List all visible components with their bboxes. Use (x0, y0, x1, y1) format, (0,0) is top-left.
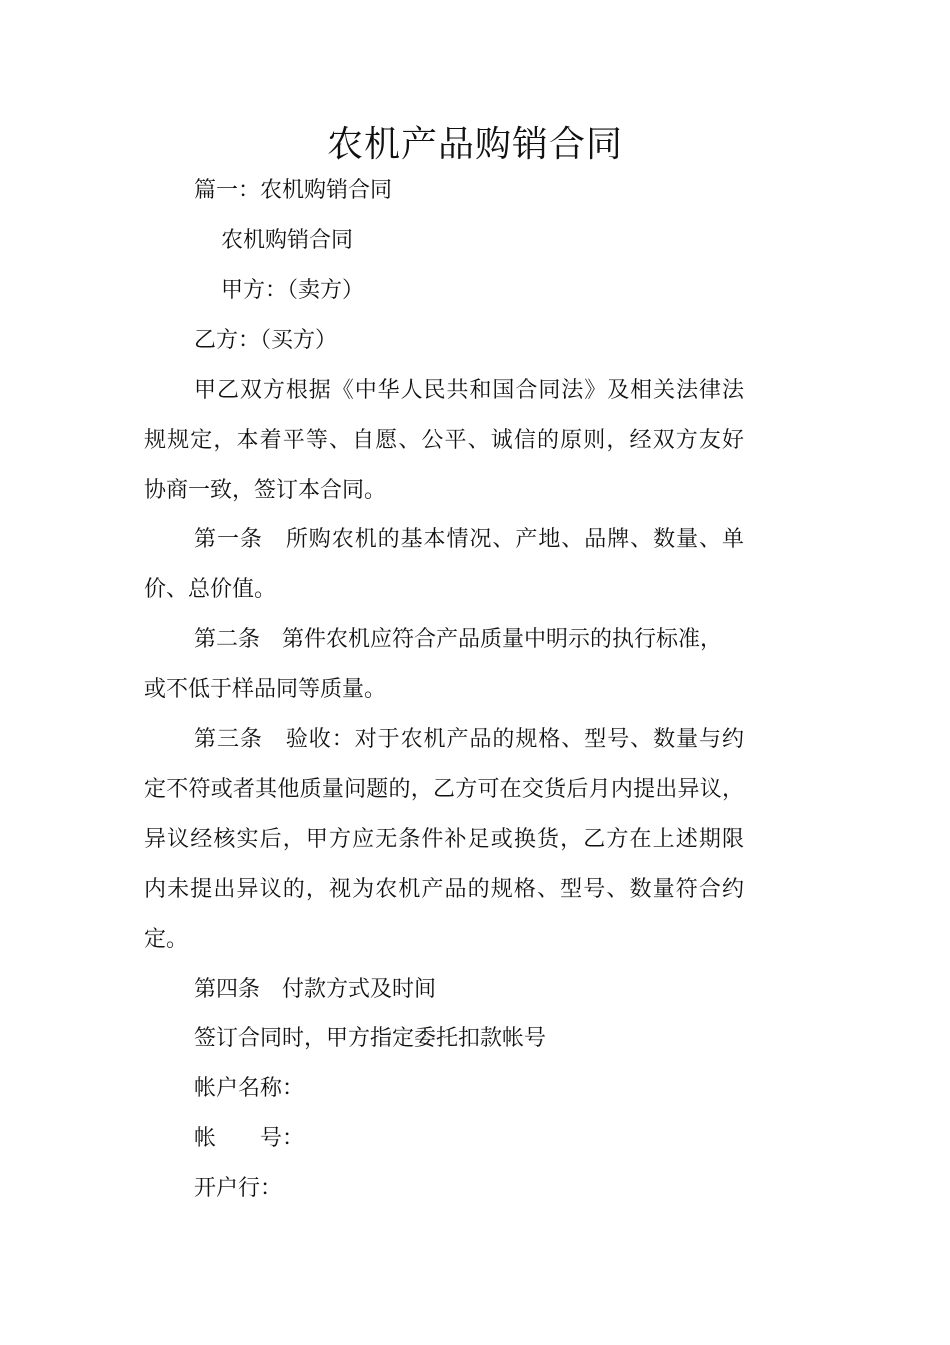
account-name-label: 帐户名称： (194, 1076, 305, 1101)
party-b-line: 乙方：（买方） (194, 328, 338, 353)
preamble-line-1: 甲乙双方根据《中华人民共和国合同法》及相关法律法 (194, 378, 744, 403)
preamble-line-3: 协商一致，签订本合同。 (144, 478, 387, 503)
account-number-label: 帐 号： (194, 1126, 305, 1151)
article-3-line-3: 异议经核实后，甲方应无条件补足或换货，乙方在上述期限 (144, 827, 744, 852)
contract-subtitle: 农机购销合同 (221, 228, 354, 253)
document-title: 农机产品购销合同 (326, 124, 623, 165)
article-3-line-1: 第三条 验收：对于农机产品的规格、型号、数量与约 (194, 727, 744, 752)
article-3-line-4: 内未提出异议的，视为农机产品的规格、型号、数量符合约 (144, 877, 744, 902)
article-2-line-1: 第二条 第件农机应符合产品质量中明示的执行标准， (194, 627, 723, 652)
account-intro: 签订合同时，甲方指定委托扣款帐号 (194, 1026, 547, 1051)
article-1-line-1: 第一条 所购农机的基本情况、产地、品牌、数量、单 (194, 527, 744, 552)
article-1-line-2: 价、总价值。 (144, 577, 277, 602)
article-3-line-2: 定不符或者其他质量问题的，乙方可在交货后月内提出异议， (144, 777, 744, 802)
article-2-line-2: 或不低于样品同等质量。 (144, 677, 387, 702)
party-a-line: 甲方：（卖方） (221, 278, 365, 303)
article-3-line-5: 定。 (144, 927, 189, 952)
section-heading: 篇一：农机购销合同 (194, 178, 393, 203)
bank-label: 开户行： (194, 1176, 283, 1201)
article-4-heading: 第四条 付款方式及时间 (194, 977, 437, 1002)
preamble-line-2: 规规定，本着平等、自愿、公平、诚信的原则，经双方友好 (144, 428, 744, 453)
